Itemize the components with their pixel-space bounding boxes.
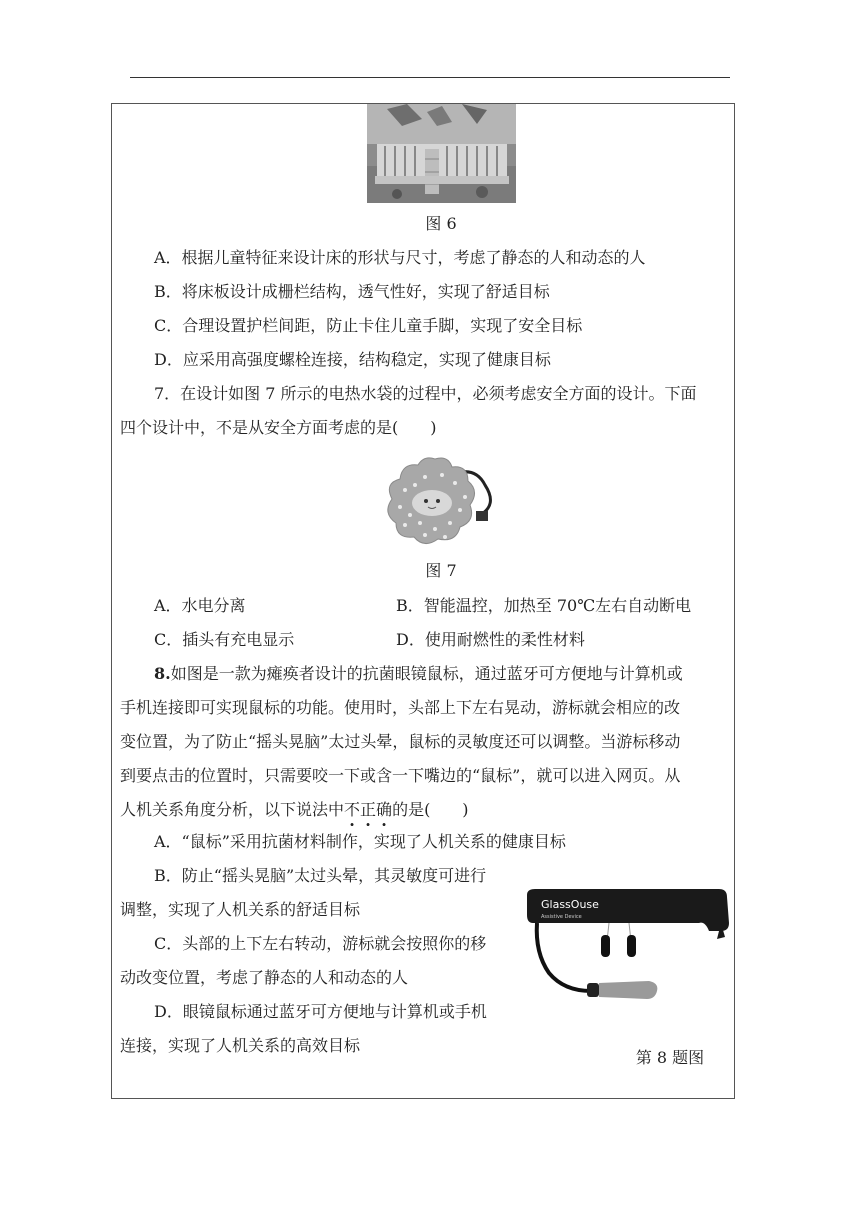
figure-7-hot-water-bag [380,455,500,550]
figure-7-caption: 图 7 [425,561,457,580]
q6-option-a: A．根据儿童特征来设计床的形状与尺寸，考虑了静态的人和动态的人 [154,248,646,267]
q7-option-c: C．插头有充电显示 [154,630,295,649]
q8-option-d-line1: D．眼镜鼠标通过蓝牙可方便地与计算机或手机 [154,1002,487,1021]
q8-option-d-line2: 连接，实现了人机关系的高效目标 [120,1036,361,1055]
q7-option-d: D．使用耐燃性的柔性材料 [396,630,585,649]
q7-stem-line1: 7．在设计如图 7 所示的电热水袋的过程中，必须考虑安全方面的设计。下面 [154,384,697,403]
device-sub-text: Assistive Device [541,914,582,920]
q8-stem-line1 [154,664,683,684]
figure-6-caption: 图 6 [425,214,457,233]
q7-option-b: B．智能温控，加热至 70℃左右自动断电 [396,596,692,615]
q7-option-a: A．水电分离 [154,596,246,615]
emphasis-char: 确 [376,800,393,819]
q8-stem-line2: 手机连接即可实现鼠标的功能。使用时，头部上下左右晃动，游标就会相应的改 [120,698,681,717]
q8-option-c-line2: 动改变位置，考虑了静态的人和动态的人 [120,968,409,987]
emphasis-char: 不 [344,800,361,819]
q7-stem-line2: 四个设计中，不是从安全方面考虑的是( ) [120,418,437,437]
device-brand-text: GlassOuse [541,898,599,911]
q8-option-a: A．“鼠标”采用抗菌材料制作，实现了人机关系的健康目标 [154,832,566,851]
q8-option-c-line1: C．头部的上下左右转动，游标就会按照你的移 [154,934,487,953]
figure-8-glasses-mouse [519,883,733,1018]
q8-stem-line5 [120,800,469,820]
q8-number: 8. [154,664,171,683]
q8-stem-line5-post: 的是( ) [392,800,469,819]
q8-stem-line4: 到要点击的位置时，只需要咬一下或含一下嘴边的“鼠标”，就可以进入网页。从 [120,766,681,785]
q8-option-b-line1: B．防止“摇头晃脑”太过头晕，其灵敏度可进行 [154,866,487,885]
figure-8-caption: 第 8 题图 [635,1048,705,1067]
q8-stem-line3: 变位置，为了防止“摇头晃脑”太过头晕，鼠标的灵敏度还可以调整。当游标移动 [120,732,681,751]
header-rule [130,77,730,78]
q8-stem-text1: 如图是一款为瘫痪者设计的抗菌眼镜鼠标，通过蓝牙可方便地与计算机或 [170,664,683,683]
emphasis-char: 正 [360,800,377,819]
q8-option-b-line2: 调整，实现了人机关系的舒适目标 [120,900,361,919]
q6-option-d: D．应采用高强度螺栓连接，结构稳定，实现了健康目标 [154,350,551,369]
figure-6-bed-photo [367,104,516,203]
q8-stem-line5-pre: 人机关系角度分析，以下说法中 [120,800,345,819]
q6-option-c: C．合理设置护栏间距，防止卡住儿童手脚，实现了安全目标 [154,316,583,335]
q6-option-b: B．将床板设计成栅栏结构，透气性好，实现了舒适目标 [154,282,550,301]
